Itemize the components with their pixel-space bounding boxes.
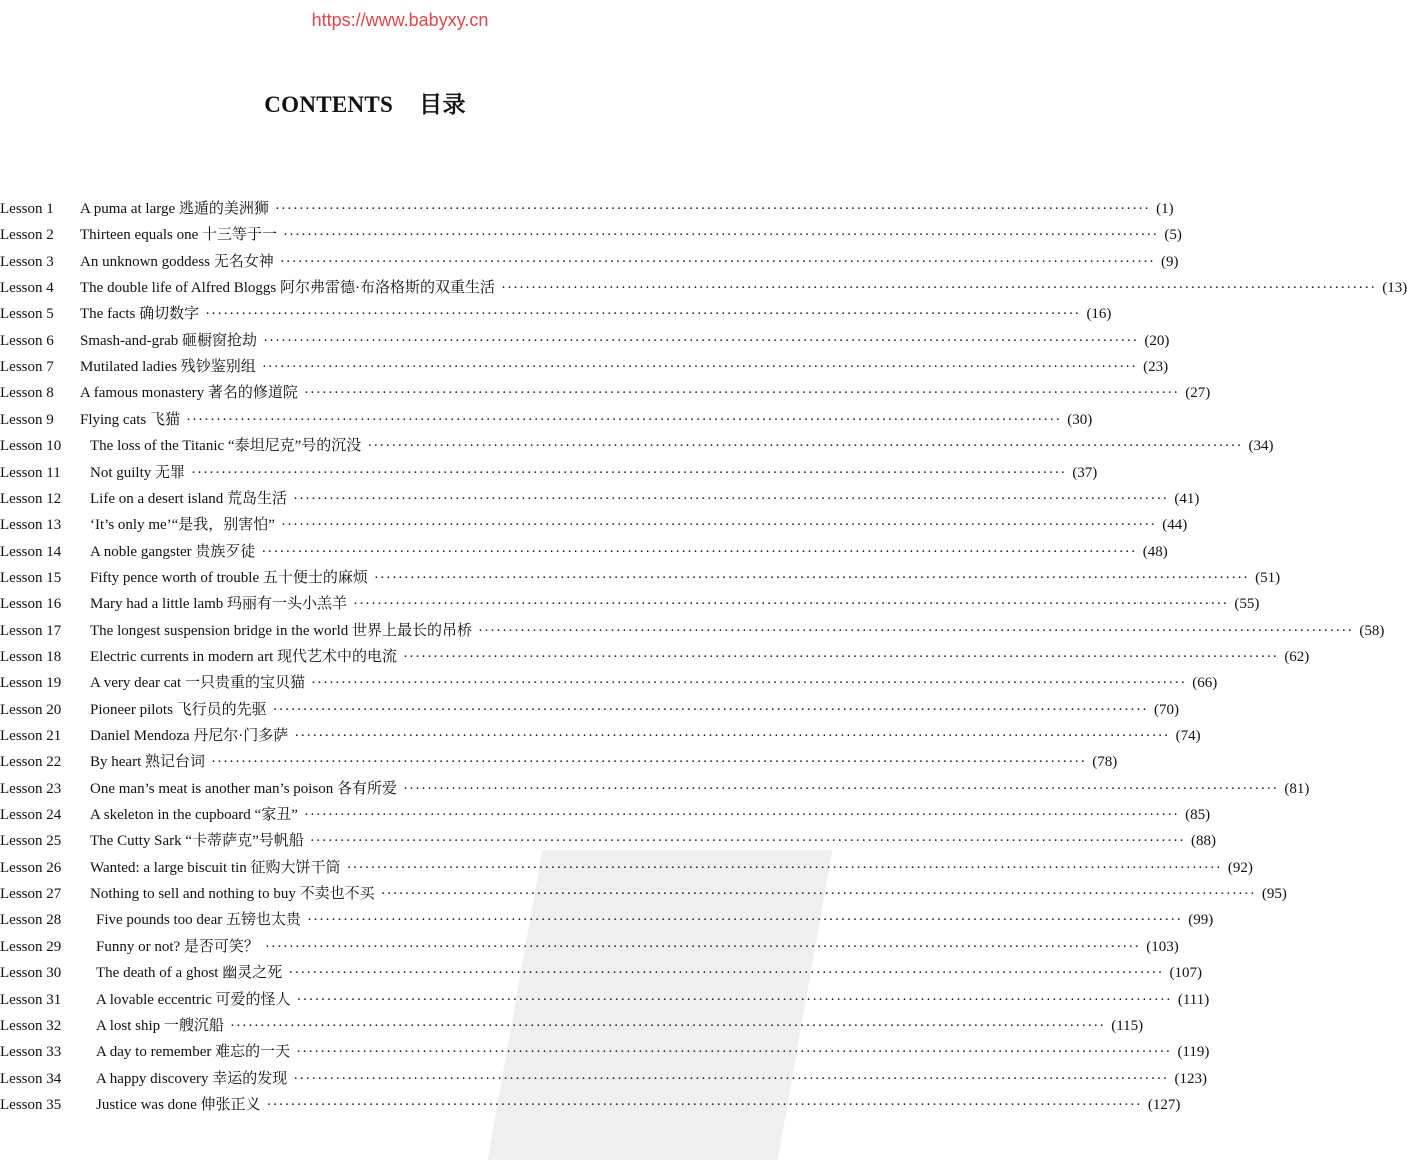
page-number: (5) — [1164, 227, 1182, 244]
toc-row — [0, 276, 1407, 300]
lesson-number: Lesson 29 — [0, 938, 62, 955]
leader-dots — [353, 596, 1228, 613]
lesson-number: Lesson 14 — [0, 543, 62, 560]
lesson-number: Lesson 3 — [0, 253, 54, 270]
lesson-title: Nothing to sell and nothing to buy 不卖也不买 — [90, 886, 375, 903]
page-number: (111) — [1177, 991, 1210, 1008]
leader-dots — [403, 649, 1278, 666]
leader-dots — [307, 912, 1182, 929]
lesson-title: An unknown goddess 无名女神 — [80, 253, 274, 270]
leader-dots — [293, 1071, 1168, 1088]
page-number: (41) — [1174, 490, 1200, 507]
lesson-number: Lesson 33 — [0, 1044, 62, 1061]
lesson-title: Mutilated ladies 残钞鉴别组 — [80, 359, 256, 376]
toc-row — [0, 487, 1200, 511]
lesson-number: Lesson 27 — [0, 886, 62, 903]
toc-row — [0, 803, 1211, 827]
lesson-number: Lesson 8 — [0, 385, 54, 402]
leader-dots — [280, 254, 1155, 271]
lesson-number: Lesson 11 — [0, 464, 61, 481]
lesson-title: The Cutty Sark “卡蒂萨克”号帆船 — [90, 833, 304, 850]
lesson-number: Lesson 31 — [0, 991, 62, 1008]
toc-row — [0, 882, 1287, 906]
lesson-number: Lesson 26 — [0, 859, 62, 876]
page-number: (27) — [1185, 385, 1211, 402]
lesson-number: Lesson 2 — [0, 227, 54, 244]
lesson-title: Mary had a little lamb 玛丽有一头小羔羊 — [90, 596, 348, 613]
page-number: (78) — [1092, 754, 1118, 771]
lesson-title: Daniel Mendoza 丹尼尔·门多萨 — [90, 728, 289, 744]
page-number: (30) — [1067, 411, 1093, 428]
toc-row — [0, 592, 1260, 616]
lesson-title: The death of a ghost 幽灵之死 — [96, 965, 283, 982]
lesson-number: Lesson 17 — [0, 622, 62, 639]
leader-dots — [367, 438, 1242, 455]
page-number: (123) — [1174, 1070, 1208, 1087]
page-number: (20) — [1144, 332, 1170, 349]
page-number: (70) — [1153, 701, 1179, 718]
page-number: (48) — [1142, 543, 1168, 560]
leader-dots — [403, 781, 1278, 798]
lesson-title: Fifty pence worth of trouble 五十便士的麻烦 — [90, 569, 368, 586]
lesson-title: Thirteen equals one 十三等于一 — [80, 227, 278, 244]
lesson-number: Lesson 35 — [0, 1096, 62, 1113]
leader-dots — [304, 807, 1179, 824]
toc-row — [0, 671, 1218, 695]
lesson-number: Lesson 10 — [0, 438, 62, 455]
toc-row — [0, 908, 1214, 932]
lesson-number: Lesson 28 — [0, 912, 62, 929]
lesson-number: Lesson 18 — [0, 648, 62, 665]
page-number: (13) — [1382, 280, 1407, 297]
page-number: (107) — [1169, 965, 1203, 982]
toc-row — [0, 223, 1182, 247]
lesson-title: A famous monastery 著名的修道院 — [80, 385, 298, 402]
page-number: (127) — [1147, 1096, 1181, 1113]
page-number: (119) — [1177, 1044, 1210, 1061]
leader-dots — [381, 886, 1256, 903]
header-url[interactable]: https://www.babyxy.cn — [311, 10, 489, 30]
leader-dots — [283, 227, 1158, 244]
leader-dots — [261, 544, 1136, 561]
page-number: (103) — [1146, 938, 1179, 955]
lesson-title: By heart 熟记台词 — [90, 754, 205, 771]
leader-dots — [304, 385, 1179, 402]
toc-row — [0, 408, 1093, 432]
toc-row — [0, 645, 1310, 669]
toc-row — [0, 329, 1170, 353]
leader-dots — [347, 860, 1222, 877]
leader-dots — [311, 675, 1186, 692]
toc-row — [0, 935, 1179, 959]
leader-dots — [374, 570, 1249, 587]
toc-row — [0, 856, 1253, 880]
leader-dots — [186, 412, 1061, 429]
toc-row — [0, 197, 1174, 221]
lesson-title: Electric currents in modern art 现代艺术中的电流 — [90, 648, 398, 665]
toc-row — [0, 961, 1203, 985]
lesson-number: Lesson 20 — [0, 701, 62, 718]
page-number: (37) — [1072, 464, 1098, 481]
lesson-title: The longest suspension bridge in the world 世界上最长的吊桥 — [90, 622, 473, 639]
lesson-title: Justice was done 伸张正义 — [96, 1096, 261, 1113]
page-number: (81) — [1284, 780, 1310, 797]
toc-row — [0, 1040, 1210, 1064]
lesson-number: Lesson 9 — [0, 411, 54, 428]
lesson-title: A skeleton in the cupboard “家丑” — [90, 807, 298, 824]
page-number: (66) — [1192, 675, 1218, 692]
leader-dots — [265, 939, 1140, 956]
page-number: (99) — [1188, 912, 1214, 929]
lesson-number: Lesson 6 — [0, 332, 54, 349]
lesson-title: A noble gangster 贵族歹徒 — [90, 543, 256, 560]
page-number: (85) — [1185, 807, 1211, 824]
toc-row — [0, 988, 1210, 1012]
page-number: (34) — [1248, 438, 1274, 455]
lesson-number: Lesson 15 — [0, 569, 62, 586]
page-number: (1) — [1156, 201, 1174, 217]
toc-row — [0, 750, 1118, 774]
page-number: (62) — [1284, 648, 1310, 665]
leader-dots — [297, 992, 1172, 1009]
lesson-number: Lesson 21 — [0, 728, 62, 744]
leader-dots — [262, 359, 1137, 376]
leader-dots — [310, 833, 1185, 850]
lesson-title: The facts 确切数字 — [80, 306, 200, 323]
lesson-number: Lesson 34 — [0, 1070, 62, 1087]
page-number: (16) — [1086, 306, 1112, 323]
lesson-number: Lesson 5 — [0, 306, 54, 323]
lesson-number: Lesson 23 — [0, 780, 62, 797]
lesson-number: Lesson 13 — [0, 517, 62, 534]
toc-row — [0, 724, 1201, 748]
toc-row — [0, 1014, 1144, 1038]
page-number: (92) — [1227, 859, 1253, 876]
lesson-number: Lesson 24 — [0, 807, 62, 824]
lesson-title: Not guilty 无罪 — [90, 464, 186, 481]
leader-dots — [275, 201, 1150, 218]
lesson-title: A lovable eccentric 可爱的怪人 — [96, 991, 291, 1008]
toc-row — [0, 698, 1179, 722]
leader-dots — [296, 1044, 1171, 1061]
page-number: (88) — [1191, 833, 1217, 850]
lesson-number: Lesson 19 — [0, 675, 62, 692]
page-number: (74) — [1175, 728, 1201, 744]
lesson-title: The double life of Alfred Bloggs 阿尔弗雷德·布洛格斯的双重生活 — [80, 280, 495, 297]
toc-row — [0, 434, 1274, 458]
toc-row — [0, 829, 1217, 853]
lesson-title: The loss of the Titanic “泰坦尼克”号的沉没 — [90, 438, 362, 455]
toc-row — [0, 566, 1281, 590]
toc-row — [0, 381, 1211, 405]
leader-dots — [501, 280, 1376, 297]
toc-row — [0, 777, 1310, 801]
lesson-number: Lesson 22 — [0, 754, 62, 771]
lesson-number: Lesson 1 — [0, 201, 54, 217]
toc-row — [0, 355, 1169, 379]
lesson-title: A puma at large 逃遁的美洲狮 — [80, 201, 269, 217]
leader-dots — [273, 702, 1148, 719]
page-number: (44) — [1162, 517, 1188, 534]
lesson-title: A happy discovery 幸运的发现 — [96, 1070, 288, 1087]
leader-dots — [211, 754, 1086, 771]
lesson-number: Lesson 16 — [0, 596, 62, 613]
lesson-title: One man’s meat is another man’s poison 各有所爱 — [90, 780, 398, 797]
lesson-number: Lesson 30 — [0, 965, 62, 982]
page-number: (55) — [1234, 596, 1260, 613]
toc-row — [0, 540, 1168, 564]
toc-row — [0, 513, 1188, 537]
leader-dots — [263, 333, 1138, 350]
page-number: (115) — [1111, 1017, 1144, 1034]
leader-dots — [191, 465, 1066, 482]
lesson-title: A very dear cat 一只贵重的宝贝猫 — [90, 675, 305, 692]
toc-row — [0, 461, 1098, 485]
lesson-title: ‘It’s only me’“是我，别害怕” — [90, 517, 275, 534]
toc-row — [0, 302, 1112, 326]
toc-row — [0, 619, 1385, 643]
lesson-title: Flying cats 飞猫 — [80, 411, 180, 428]
lesson-number: Lesson 4 — [0, 280, 54, 297]
page-title-en: CONTENTS — [264, 92, 394, 117]
leader-dots — [288, 965, 1163, 982]
lesson-title: A lost ship 一艘沉船 — [96, 1017, 224, 1034]
lesson-number: Lesson 32 — [0, 1017, 62, 1034]
toc-row — [0, 250, 1179, 274]
leader-dots — [293, 491, 1168, 508]
leader-dots — [478, 623, 1353, 640]
page-number: (9) — [1161, 253, 1179, 270]
toc-row — [0, 1067, 1208, 1091]
lesson-number: Lesson 25 — [0, 833, 62, 850]
lesson-title: Smash-and-grab 砸橱窗抢劫 — [80, 332, 258, 349]
page-title — [0, 86, 730, 119]
page-number: (58) — [1359, 622, 1385, 639]
lesson-title: Pioneer pilots 飞行员的先驱 — [90, 701, 267, 718]
lesson-title: Wanted: a large biscuit tin 征购大饼干筒 — [90, 859, 341, 876]
leader-dots — [294, 728, 1169, 745]
leader-dots — [205, 306, 1080, 323]
toc-row — [0, 1093, 1181, 1117]
leader-dots — [230, 1018, 1105, 1035]
lesson-title: Five pounds too dear 五镑也太贵 — [96, 912, 301, 929]
page-number: (51) — [1255, 569, 1281, 586]
page-title-zh: 目录 — [419, 92, 466, 118]
page-number: (23) — [1143, 359, 1169, 376]
leader-dots — [267, 1097, 1142, 1114]
lesson-number: Lesson 12 — [0, 490, 62, 507]
lesson-number: Lesson 7 — [0, 359, 54, 376]
lesson-title: Life on a desert island 荒岛生活 — [90, 490, 288, 507]
leader-dots — [281, 517, 1156, 534]
lesson-title: A day to remember 难忘的一天 — [96, 1044, 291, 1061]
page-number: (95) — [1261, 886, 1287, 903]
lesson-title: Funny or not? 是否可笑？ — [96, 938, 259, 955]
